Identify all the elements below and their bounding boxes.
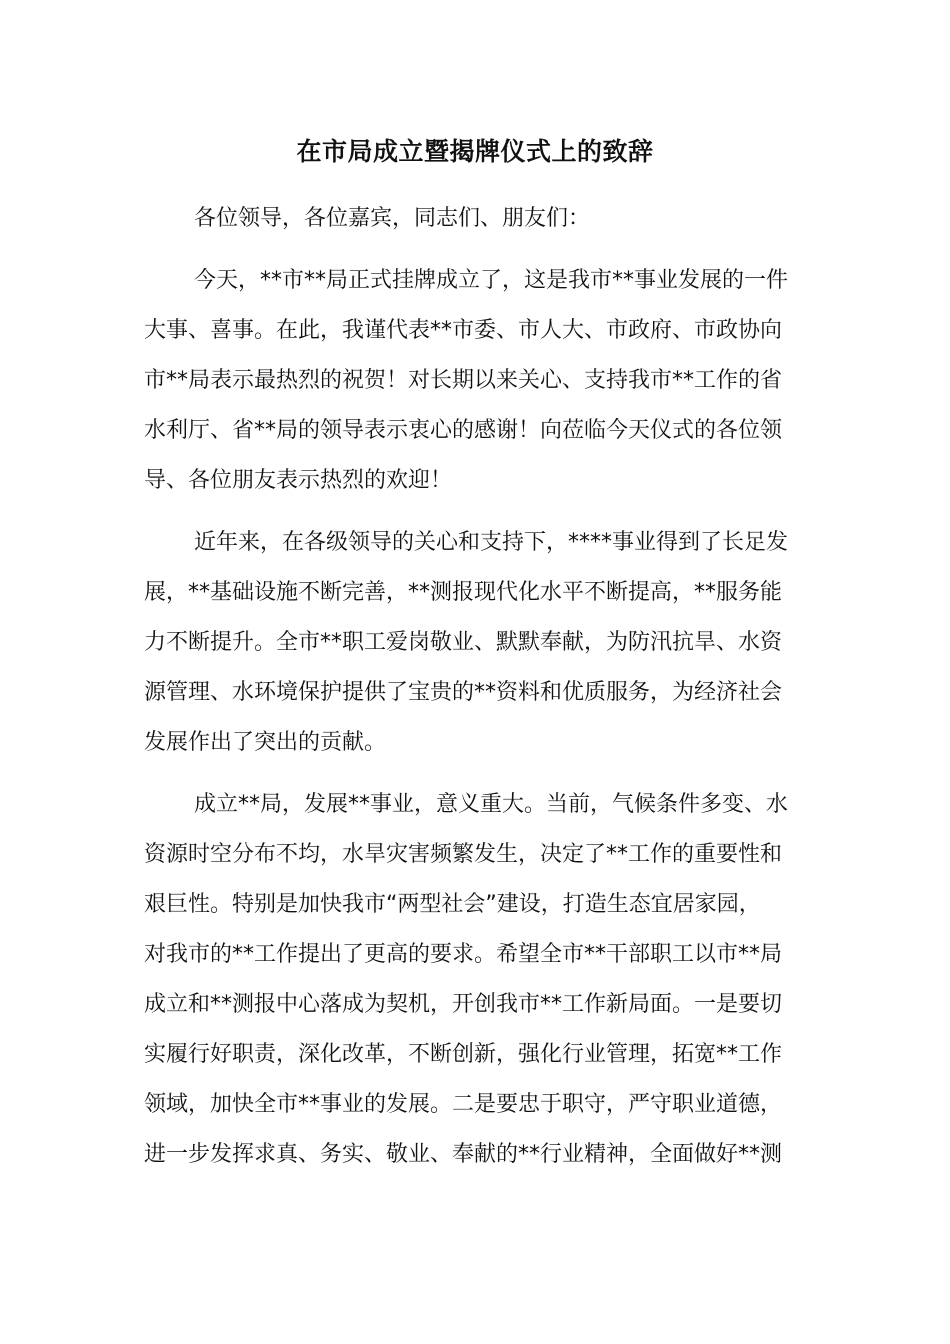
paragraph-line: 实履行好职责，深化改革，不断创新，强化行业管理，拓宽**工作 — [144, 1042, 783, 1067]
paragraph-line: 市**局表示最热烈的祝贺！对长期以来关心、支持我市**工作的省 — [144, 368, 783, 393]
paragraph-line: 水利厅、省**局的领导表示衷心的感谢！向莅临今天仪式的各位领 — [144, 418, 783, 443]
paragraph-line: 今天，**市**局正式挂牌成立了，这是我市**事业发展的一件 — [194, 268, 789, 293]
paragraph-line: 进一步发挥求真、务实、敬业、奉献的**行业精神，全面做好**测 — [144, 1142, 783, 1167]
paragraph-line: 展，**基础设施不断完善，**测报现代化水平不断提高，**服务能 — [144, 580, 783, 605]
paragraph-line: 资源时空分布不均，水旱灾害频繁发生，决定了**工作的重要性和 — [144, 842, 783, 867]
paragraph-opening — [144, 256, 804, 506]
paragraph-line: 近年来，在各级领导的关心和支持下，****事业得到了长足发 — [194, 530, 789, 555]
paragraph-line: 艰巨性。特别是加快我市“两型社会”建设，打造生态宜居家园， — [144, 892, 761, 917]
paragraph-line: 成立**局，发展**事业，意义重大。当前，气候条件多变、水 — [194, 792, 789, 817]
paragraph-line: 大事、喜事。在此，我谨代表**市委、市人大、市政府、市政协向 — [144, 318, 783, 343]
paragraph-line: 各位领导，各位嘉宾，同志们、朋友们： — [194, 206, 591, 231]
document-title: 在市局成立暨揭牌仪式上的致辞 — [296, 137, 654, 166]
paragraph-achievements — [144, 518, 804, 768]
paragraph-line: 力不断提升。全市**职工爱岗敬业、默默奉献，为防汛抗旱、水资 — [144, 630, 783, 655]
document-body — [144, 194, 804, 1192]
paragraph-significance — [144, 780, 804, 1180]
paragraph-line: 发展作出了突出的贡献。 — [144, 730, 387, 755]
paragraph-line: 源管理、水环境保护提供了宝贵的**资料和优质服务，为经济社会 — [144, 680, 783, 705]
paragraph-greeting — [144, 194, 804, 244]
paragraph-line: 对我市的**工作提出了更高的要求。希望全市**干部职工以市**局 — [144, 942, 783, 967]
paragraph-line: 导、各位朋友表示热烈的欢迎！ — [144, 468, 453, 493]
paragraph-line: 成立和**测报中心落成为契机，开创我市**工作新局面。一是要切 — [144, 992, 783, 1017]
paragraph-line: 领域，加快全市**事业的发展。二是要忠于职守，严守职业道德， — [144, 1092, 783, 1117]
